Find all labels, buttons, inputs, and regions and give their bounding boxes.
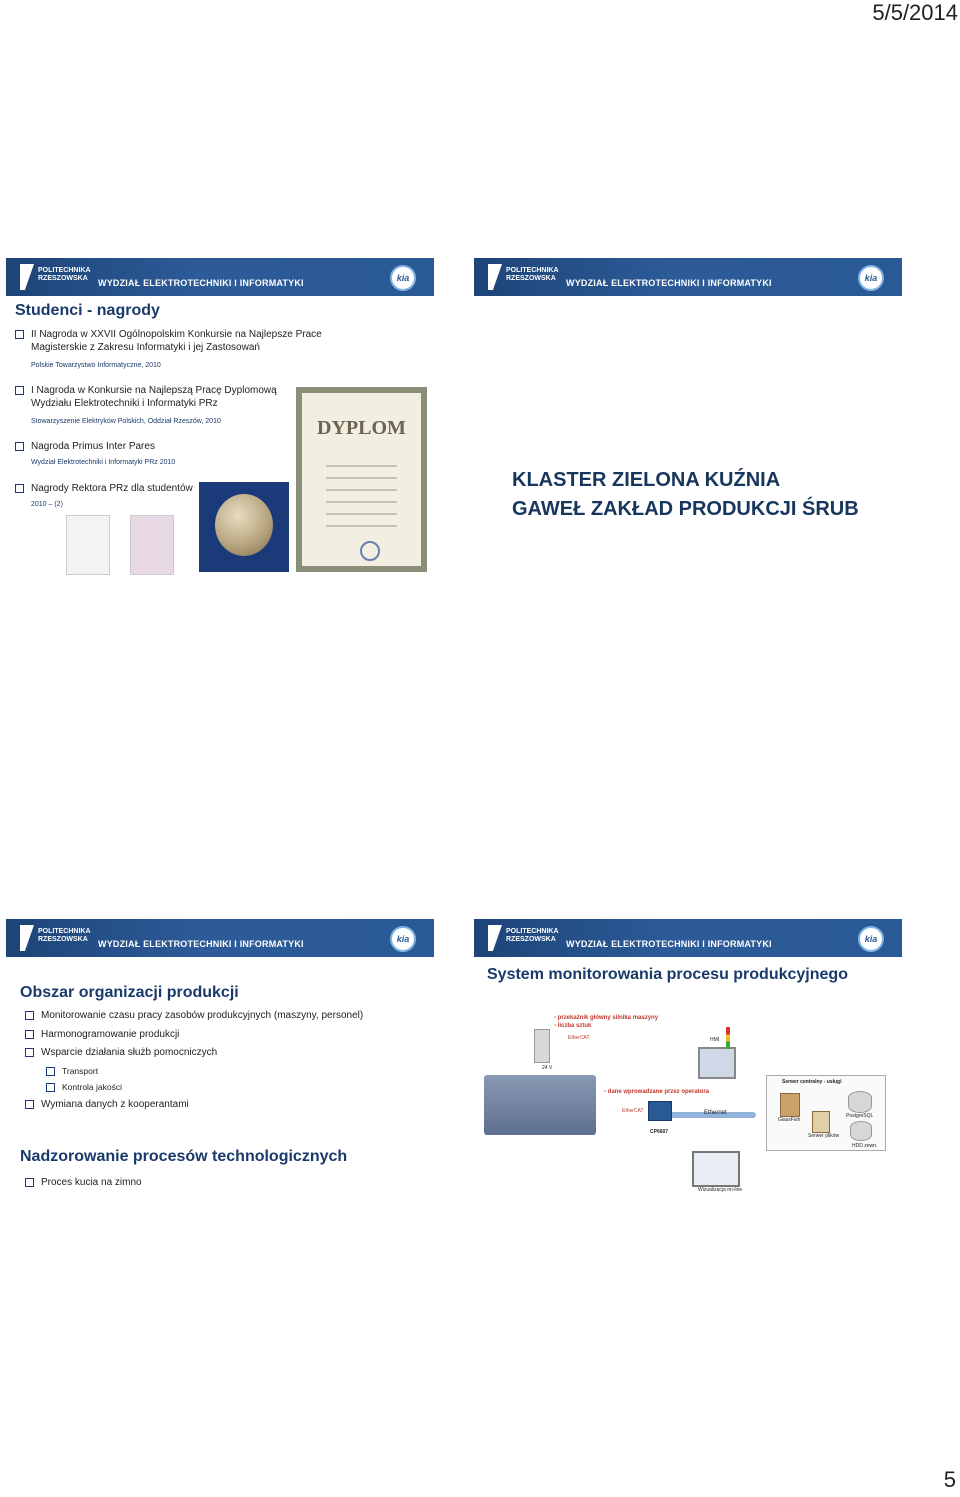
visualization-label: Wizualizacja on-line	[698, 1187, 743, 1193]
company-name: GAWEŁ ZAKŁAD PRODUKCJI ŚRUB	[512, 498, 859, 520]
diploma-text-line	[326, 525, 397, 527]
department-name: WYDZIAŁ ELEKTROTECHNIKI I INFORMATYKI	[98, 939, 304, 949]
file-server-label: Serwer plików	[808, 1133, 840, 1139]
kia-logo-icon: kia	[858, 265, 884, 291]
ethercat-label: EtherCAT	[622, 1108, 644, 1114]
university-logo-icon	[20, 264, 34, 290]
university-logo-icon	[488, 264, 502, 290]
kia-logo-icon: kia	[858, 926, 884, 952]
letter-photo	[66, 515, 110, 575]
letter-photo	[130, 515, 174, 575]
diploma-text-line	[326, 513, 397, 515]
hdd-icon	[850, 1121, 872, 1141]
university-logo-icon	[20, 925, 34, 951]
university-name: POLITECHNIKA RZESZOWSKA	[38, 928, 91, 943]
app-server-icon	[780, 1093, 800, 1117]
signal-tower-icon	[726, 1027, 730, 1049]
diploma-text-line	[326, 501, 397, 503]
diploma-text-line	[326, 477, 397, 479]
slide-students-awards	[6, 258, 434, 578]
cluster-name: KLASTER ZIELONA KUŹNIA	[512, 469, 781, 491]
award-source: Wydział Elektrotechniki i Informatyki PRz 2010	[31, 459, 176, 466]
hmi-panel-icon	[698, 1047, 736, 1079]
list-item: Wsparcie działania służb pomocniczych	[41, 1047, 218, 1058]
visualization-monitor-icon	[692, 1151, 740, 1187]
system-diagram	[474, 1009, 902, 1239]
list-item: Harmonogramowanie produkcji	[41, 1029, 180, 1040]
hmi-label: HMI	[710, 1037, 720, 1043]
app-server-label: GlassFish	[778, 1117, 801, 1123]
section-title: Obszar organizacji produkcji	[20, 984, 239, 1001]
kia-logo-icon: kia	[390, 926, 416, 952]
stamp-icon	[360, 541, 380, 561]
medal-photo	[199, 482, 289, 572]
award-source: Polskie Towarzystwo Informatyczne, 2010	[31, 362, 161, 369]
slide-banner	[474, 258, 902, 296]
slide-banner	[6, 919, 434, 957]
database-label: PostgreSQL	[846, 1113, 874, 1119]
department-name: WYDZIAŁ ELEKTROTECHNIKI I INFORMATYKI	[566, 939, 772, 949]
page-number: 5	[943, 1467, 956, 1492]
slide-cluster	[474, 258, 902, 578]
award-source: Stowarzyszenie Elektryków Polskich, Oddział Rzeszów, 2010	[31, 418, 221, 425]
database-icon	[848, 1091, 872, 1113]
diploma-text-line	[326, 489, 397, 491]
diagram-note: - liczba sztuk	[554, 1023, 592, 1029]
university-name: POLITECHNIKA RZESZOWSKA	[506, 267, 559, 282]
diploma-text-line	[326, 465, 397, 467]
ethercat-label: EtherCAT	[568, 1035, 590, 1041]
list-item: Monitorowanie czasu pracy zasobów produkcyjnych (maszyny, personel)	[41, 1009, 421, 1022]
slide-title: Studenci - nagrody	[15, 302, 160, 319]
slide-title: System monitorowania procesu produkcyjnego	[487, 966, 848, 983]
industrial-pc-label: CP6607	[650, 1129, 669, 1135]
diagram-note: - przekaźnik główny silnika maszyny	[554, 1015, 659, 1021]
server-label: Serwer centralny - usługi	[782, 1079, 842, 1085]
slide-banner	[6, 258, 434, 296]
page-date: 5/5/2014	[872, 0, 958, 25]
hdd-label: HDD zewn.	[852, 1143, 878, 1149]
plc-module-icon	[534, 1029, 550, 1063]
slide-monitoring-system	[474, 919, 902, 1239]
university-name: POLITECHNIKA RZESZOWSKA	[506, 928, 559, 943]
kia-logo-icon: kia	[390, 265, 416, 291]
list-item: Wymiana danych z kooperantami	[41, 1099, 189, 1110]
university-logo-icon	[488, 925, 502, 951]
award-item: I Nagroda w Konkursie na Najlepszą Pracę Dyplomową Wydziału Elektrotechniki i Informatyki PRz	[31, 384, 291, 410]
voltage-label: 24 V	[542, 1065, 553, 1071]
university-name: POLITECHNIKA RZESZOWSKA	[38, 267, 91, 282]
diagram-note: - dane wprowadzane przez operatora	[604, 1089, 710, 1095]
department-name: WYDZIAŁ ELEKTROTECHNIKI I INFORMATYKI	[566, 278, 772, 288]
list-subitem: Transport	[62, 1066, 99, 1076]
department-name: WYDZIAŁ ELEKTROTECHNIKI I INFORMATYKI	[98, 278, 304, 288]
list-item: Proces kucia na zimno	[41, 1177, 142, 1188]
list-subitem: Kontrola jakości	[62, 1082, 123, 1092]
file-server-icon	[812, 1111, 830, 1133]
ethernet-label: Ethernet	[704, 1110, 727, 1116]
award-item: II Nagroda w XXVII Ogólnopolskim Konkursie na Najlepsze Prace Magisterskie z Zakresu Informatyki i jej Zastosowań	[31, 328, 331, 354]
award-source: 2010 – (2)	[31, 501, 63, 508]
section-title: Nadzorowanie procesów technologicznych	[20, 1148, 348, 1165]
machine-icon	[484, 1075, 596, 1135]
diploma-photo	[296, 387, 427, 572]
award-item: Nagrody Rektora PRz dla studentów	[31, 482, 211, 495]
slide-banner	[474, 919, 902, 957]
diploma-title: DYPLOM	[317, 417, 406, 439]
industrial-pc-icon	[648, 1101, 672, 1121]
award-item: Nagroda Primus Inter Pares	[31, 440, 291, 453]
medal-icon	[215, 494, 273, 556]
slide-production	[6, 919, 434, 1239]
